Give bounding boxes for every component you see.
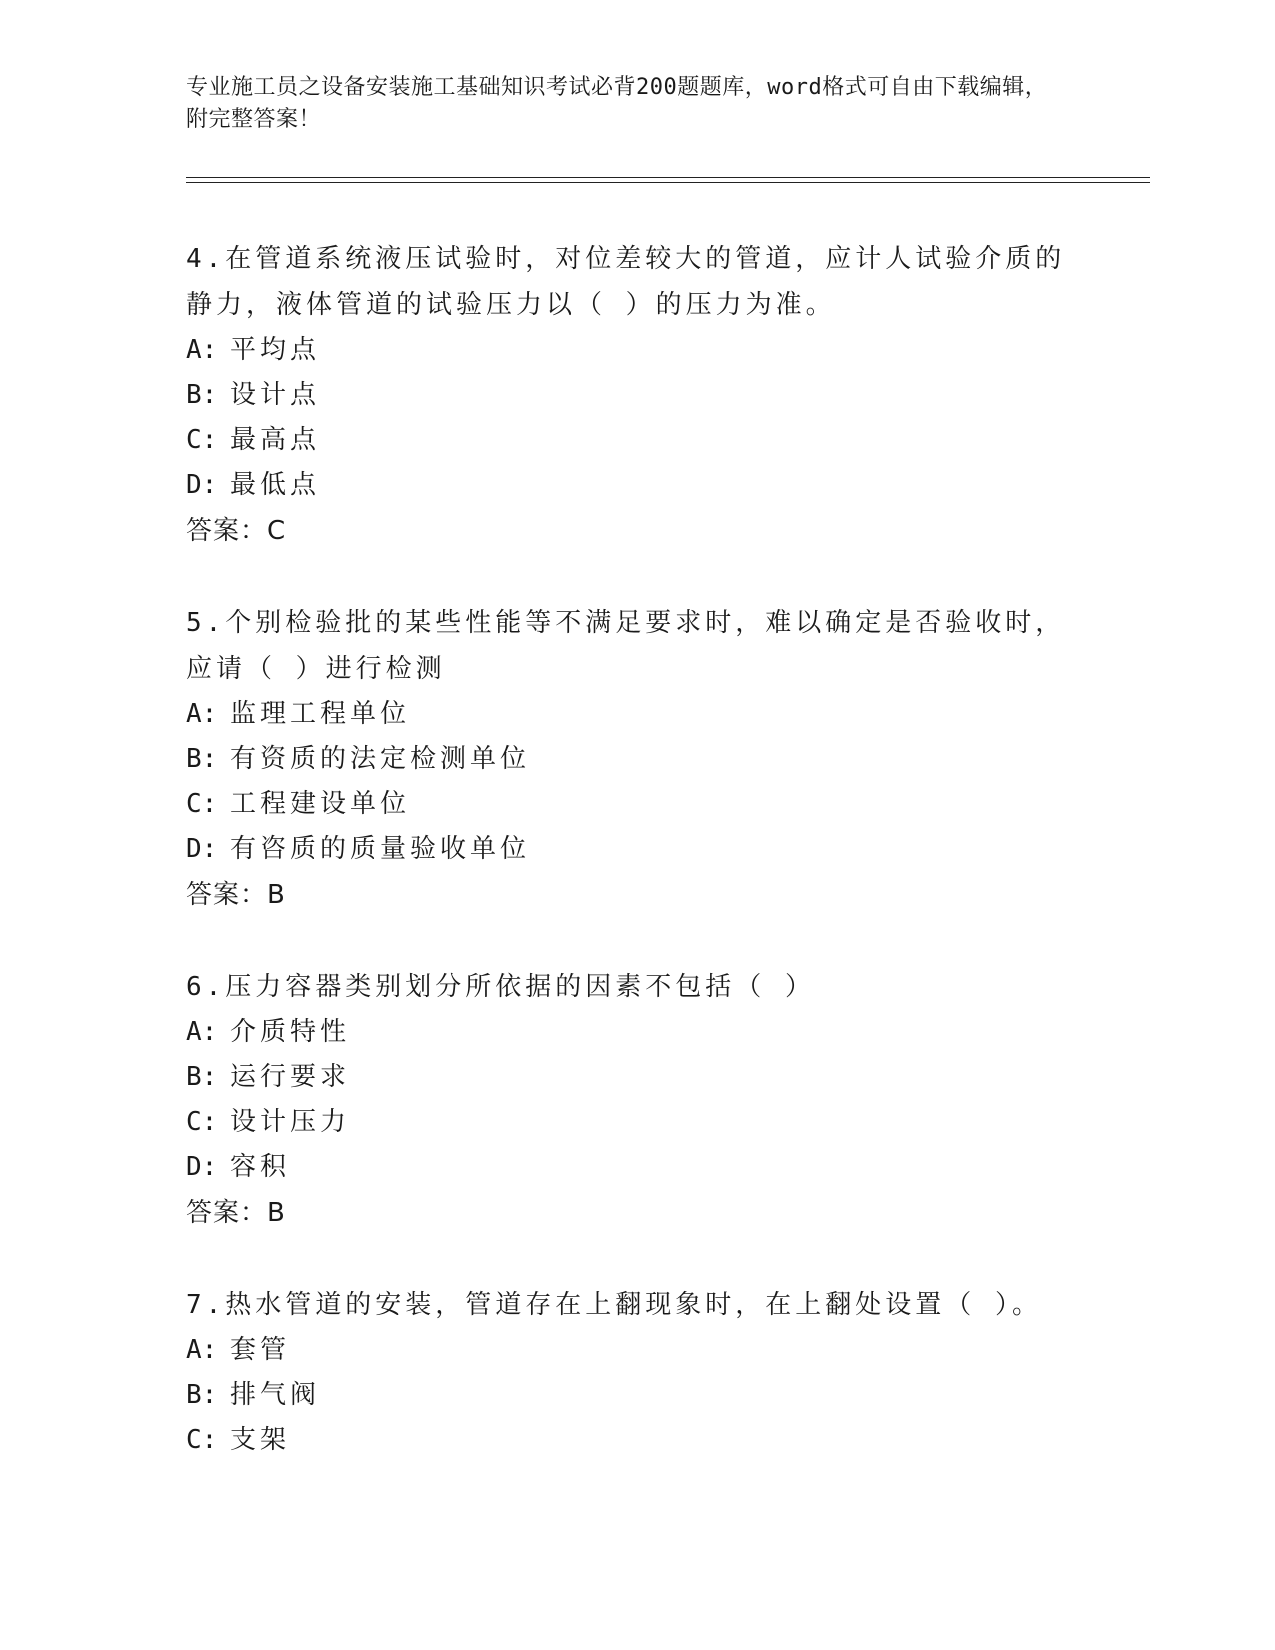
option-text: 设计点: [230, 380, 321, 410]
option-text: 工程建设单位: [230, 789, 411, 819]
question-stem: 4.在管道系统液压试验时，对位差较大的管道，应计人试验介质的静力，液体管道的试验压力以（ ）的压力为准。: [186, 244, 1066, 320]
option-key: A:: [186, 1017, 218, 1047]
option-c: [186, 1418, 1086, 1463]
answer-line: 答案：B: [186, 880, 286, 910]
header-divider-bottom: [186, 182, 1150, 183]
option-b: [186, 1055, 1086, 1100]
option-a: [186, 692, 1086, 737]
option-key: A:: [186, 335, 218, 365]
option-a: [186, 1328, 1086, 1373]
option-a: [186, 328, 1086, 373]
answer-line: 答案：B: [186, 1198, 286, 1228]
question-item: [186, 600, 1086, 918]
option-text: 运行要求: [230, 1062, 351, 1092]
question-list: [186, 236, 1086, 1509]
option-d: [186, 1145, 1086, 1190]
question-stem: 6.压力容器类别划分所依据的因素不包括（ ）: [186, 972, 815, 1002]
answer-line: 答案：C: [186, 516, 287, 546]
option-text: 套管: [230, 1335, 291, 1365]
option-text: 排气阀: [230, 1380, 321, 1410]
question-stem: 5.个别检验批的某些性能等不满足要求时，难以确定是否验收时，应请（ ）进行检测: [186, 608, 1066, 684]
option-text: 介质特性: [230, 1017, 351, 1047]
option-key: C:: [186, 1107, 218, 1137]
option-d: [186, 827, 1086, 872]
option-d: [186, 463, 1086, 508]
option-key: B:: [186, 1062, 218, 1092]
option-text: 支架: [230, 1425, 291, 1455]
option-b: [186, 1373, 1086, 1418]
option-a: [186, 1010, 1086, 1055]
document-title: 专业施工员之设备安装施工基础知识考试必背200题题库，word格式可自由下载编辑，附完整答案！: [186, 75, 1048, 132]
question-item: [186, 236, 1086, 554]
option-text: 最高点: [230, 425, 321, 455]
question-item: [186, 964, 1086, 1236]
option-text: 有咨质的质量验收单位: [230, 834, 531, 864]
header-divider-top: [186, 177, 1150, 178]
option-b: [186, 737, 1086, 782]
option-key: C:: [186, 425, 218, 455]
option-c: [186, 1100, 1086, 1145]
option-text: 平均点: [230, 335, 321, 365]
option-key: B:: [186, 1380, 218, 1410]
option-key: D:: [186, 834, 218, 864]
question-stem: 7.热水管道的安装，管道存在上翻现象时，在上翻处设置（ ）。: [186, 1290, 1042, 1320]
option-text: 设计压力: [230, 1107, 351, 1137]
option-text: 最低点: [230, 470, 321, 500]
option-c: [186, 782, 1086, 827]
option-key: D:: [186, 470, 218, 500]
option-text: 有资质的法定检测单位: [230, 744, 531, 774]
option-key: B:: [186, 380, 218, 410]
option-b: [186, 373, 1086, 418]
option-key: D:: [186, 1152, 218, 1182]
question-item: [186, 1282, 1086, 1463]
option-text: 容积: [230, 1152, 291, 1182]
option-c: [186, 418, 1086, 463]
option-key: A:: [186, 1335, 218, 1365]
option-key: A:: [186, 699, 218, 729]
option-key: C:: [186, 1425, 218, 1455]
option-key: B:: [186, 744, 218, 774]
option-text: 监理工程单位: [230, 699, 411, 729]
option-key: C:: [186, 789, 218, 819]
